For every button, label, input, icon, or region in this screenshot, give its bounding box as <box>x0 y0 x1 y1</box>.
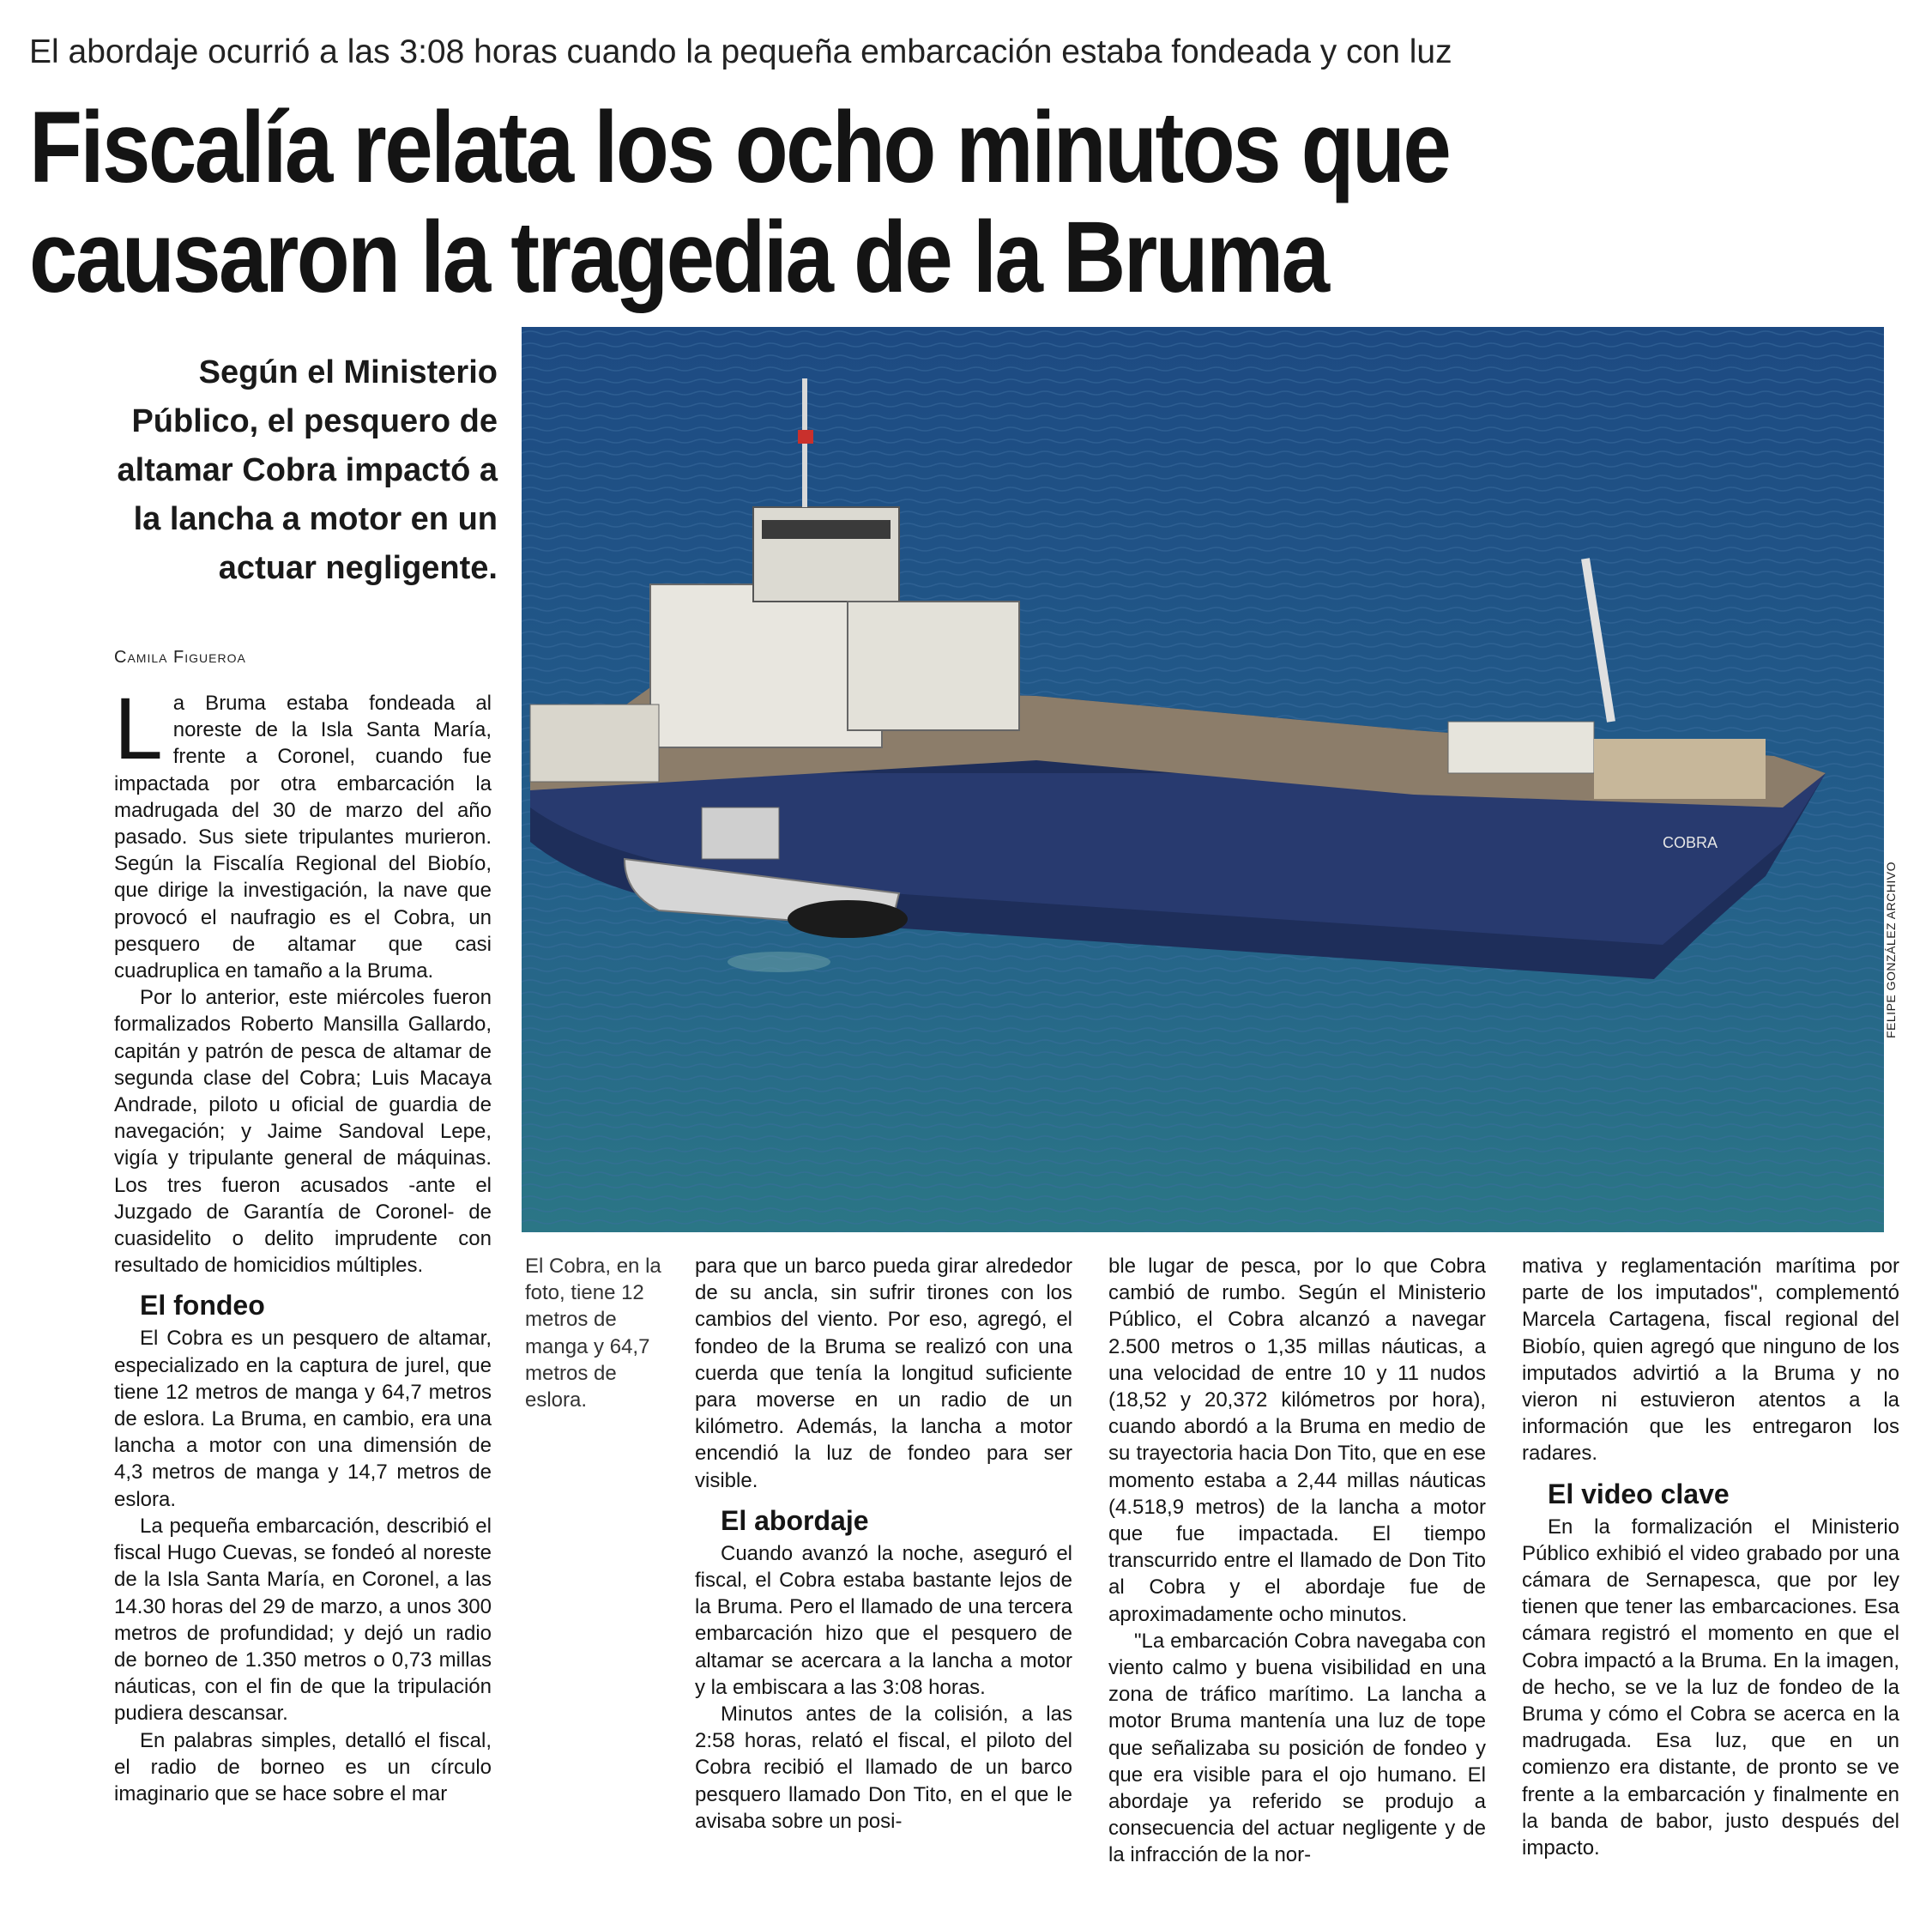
paragraph: mativa y reglamentación marítima por parte de los imputados", complementó Marcela Cartagena, fiscal regional del Biobío, quien agregó que ninguno de los imputados advirtió a la Bruma y no vieron ni estuvieron atentos a la información que les entregaron los radares. <box>1522 1255 1899 1466</box>
headline-line-2: causaron la tragedia de la Bruma <box>29 201 1328 314</box>
ship-name: COBRA <box>1663 834 1718 851</box>
headline <box>29 93 1652 312</box>
photo-caption: El Cobra, en la foto, tiene 12 metros de manga y 64,7 metros de eslora. <box>525 1255 661 1412</box>
column-3 <box>1108 1253 1486 1869</box>
subhead: El video clave <box>1548 1478 1730 1509</box>
column-2 <box>695 1253 1072 1835</box>
paragraph: Por lo anterior, este miércoles fueron formalizados Roberto Mansilla Gallardo, capitán y patrón de pesca de altamar de segunda clase del Cobra; Luis Macaya Andrade, piloto u oficial de guardia de navegación; y Jaime Sandoval Lepe, vigía y tripulante general de máquinas. Los tres fueron acusados -ante el Juzgado de Garantía de Coronel- de cuasidelito o delito imprudente con resultado de homicidios múltiples. <box>114 986 492 1278</box>
paragraph: En palabras simples, detalló el fiscal, el radio de borneo es un círculo imaginario que se hace sobre el mar <box>114 1728 492 1805</box>
summary-line: Según el Ministerio <box>198 354 498 390</box>
byline: Camila Figueroa <box>114 648 246 667</box>
subhead: El fondeo <box>140 1290 265 1321</box>
column-4 <box>1522 1253 1899 1861</box>
kicker: El abordaje ocurrió a las 3:08 horas cuando la pequeña embarcación estaba fondeada y con luz <box>29 33 1452 70</box>
paragraph: En la formalización el Ministerio Público exhibió el video grabado por una cámara de Sernapesca, que por ley tienen que tener las embarcaciones. Esa cámara registró el momento en que el Cobra impactó a la Bruma. En la imagen, de hecho, se ve la luz de fondeo de la Bruma y cómo el Cobra se acerca en la madrugada. Esa luz, que en un comienzo era distante, de pronto se ve frente a la embarcación y finalmente en la banda de babor, justo después del impacto. <box>1522 1515 1899 1860</box>
summary-line: actuar negligente. <box>218 550 498 586</box>
paragraph: Cuando avanzó la noche, aseguró el fiscal, el Cobra estaba bastante lejos de la Bruma. Pero el llamado de una tercera embarcación hizo que el pesquero de altamar se acercara a la lancha a motor y la embiscara a las 3:08 horas. <box>695 1541 1072 1699</box>
column-1 <box>114 680 492 1807</box>
paragraph: "La embarcación Cobra navegaba con viento calmo y buena visibilidad en una zona de tráfico marítimo. La lancha a motor Bruma mantenía una luz de tope que señalizaba su posición de fondeo y que era visible para el ojo humano. El abordaje ya referido se produjo a consecuencia del actuar negligente y de la infracción de la nor- <box>1108 1629 1486 1867</box>
paragraph: Minutos antes de la colisión, a las 2:58 horas, relató el fiscal, el piloto del Cobra recibió el llamado de un barco pesquero llamado Don Tito, en el que le avisaba sobre un posi- <box>695 1702 1072 1833</box>
paragraph: La pequeña embarcación, describió el fiscal Hugo Cuevas, se fondeó al noreste de la Isla Santa María, en Coronel, a las 14.30 horas del 29 de marzo, a unos 300 metros de profundidad; y dejó un radio de borneo de 1.350 metros o 0,73 millas náuticas, con el fin de que la tripulación pudiera descansar. <box>114 1514 492 1726</box>
subhead: El abordaje <box>721 1504 869 1536</box>
summary <box>51 348 498 593</box>
paragraph: El Cobra es un pesquero de altamar, especializado en la captura de jurel, que tiene 12 metros de manga y 64,7 metros de eslora. La Bruma, en cambio, era una lancha a motor con una dimensión de 4,3 metros de manga y 14,7 metros de eslora. <box>114 1327 492 1511</box>
summary-line: Público, el pesquero de <box>131 403 498 439</box>
headline-line-1: Fiscalía relata los ocho minutos que <box>29 91 1450 204</box>
summary-line: altamar Cobra impactó a <box>117 452 498 488</box>
paragraph: La Bruma estaba fondeada al noreste de la Isla Santa María, frente a Coronel, cuando fue impactada por otra embarcación la madrugada del 30 de marzo del año pasado. Sus siete tripulantes murieron. Según la Fiscalía Regional del Biobío, que dirige la investigación, la nave que provocó el naufragio es el Cobra, un pesquero de altamar que casi cuadruplica en tamaño a la Bruma. <box>114 680 492 983</box>
summary-line: la lancha a motor en un <box>133 501 498 537</box>
paragraph: para que un barco pueda girar alrededor de su ancla, sin sufrir tirones con los cambios del viento. Por eso, agregó, el fondeo de la Bruma se realizó con una cuerda que tenía la longitud suficiente para moverse en un radio de un kilómetro. Además, la lancha a motor encendió la luz de fondeo para ser visible. <box>695 1255 1072 1492</box>
paragraph: ble lugar de pesca, por lo que Cobra cambió de rumbo. Según el Ministerio Público, el Cobra alcanzó a navegar 2.500 metros o 1,35 millas náuticas, a una velocidad de entre 10 y 11 nudos (18,52 y 20,372 kilómetros por hora), cuando abordó a la Bruma en medio de su trayectoria hacia Don Tito, que en ese momento estaba a 2,44 millas náuticas (4.518,9 metros) de la lancha a motor que fue impactada. El tiempo transcurrido entre el llamado de Don Tito al Cobra y el abordaje fue de aproximadamente ocho minutos. <box>1108 1255 1486 1626</box>
photo-credit: FELIPE GONZÁLEZ ARCHIVO <box>1884 862 1898 1038</box>
ship-photo <box>522 327 1884 1232</box>
dropcap: L <box>114 680 163 777</box>
